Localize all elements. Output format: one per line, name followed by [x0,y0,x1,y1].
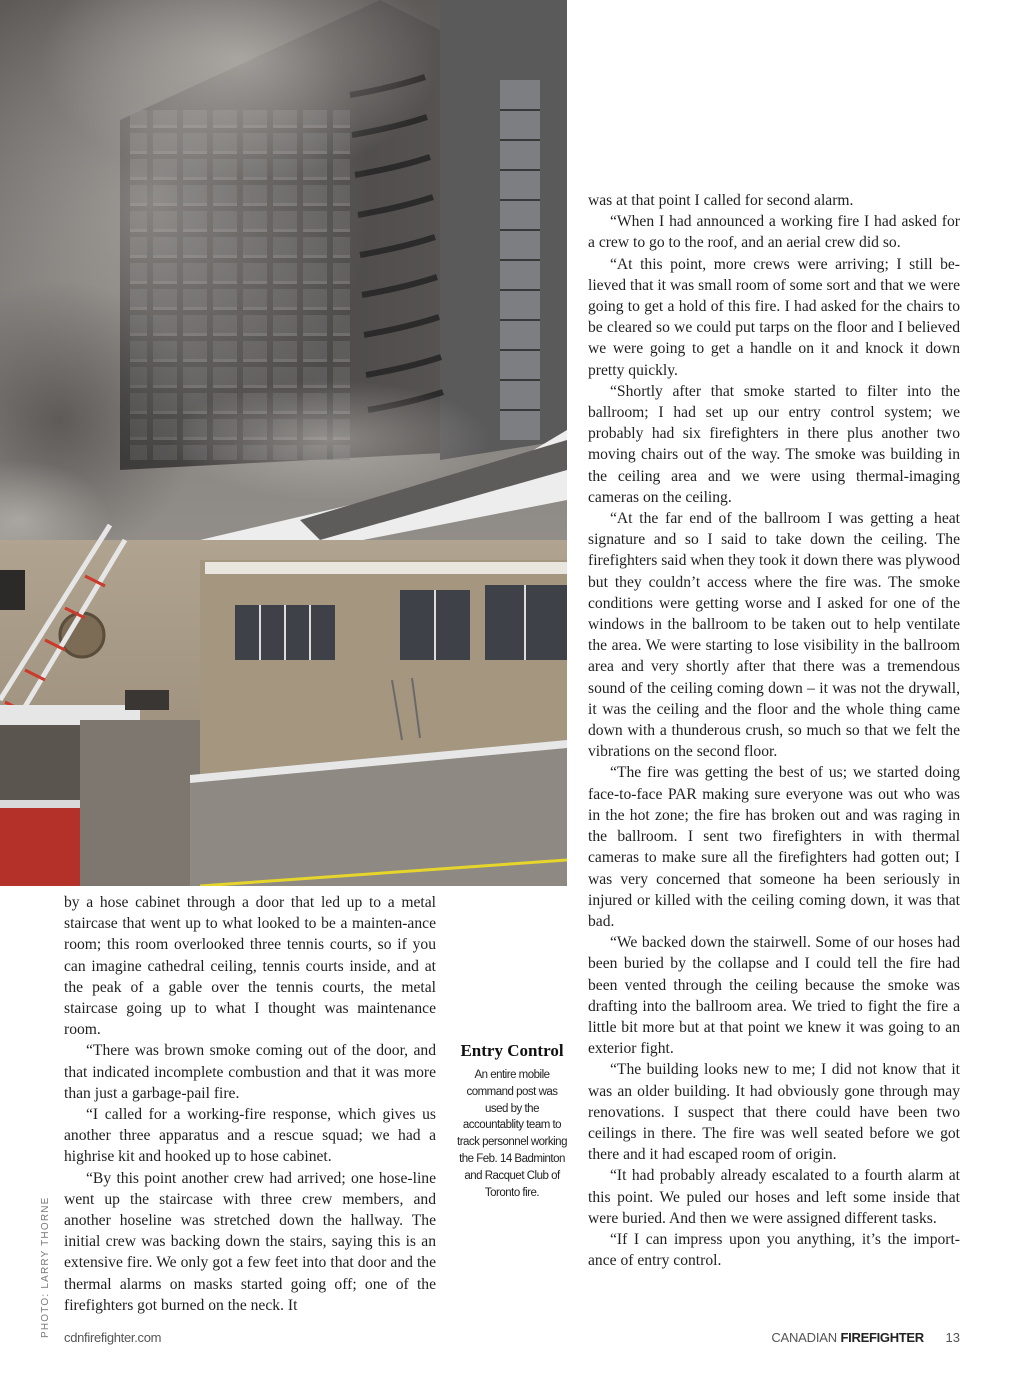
paragraph: by a hose cabinet through a door that led up to a metal staircase that went up to what looked to be a mainten-ance room; this room overlooked three tennis courts, so if you can imagine cathedral ceiling, tennis courts inside, and at the peak of a gable over the tennis courts, the metal staircase going up to what I thought was maintenance room. [64,894,436,1039]
paragraph: was at that point I called for second alarm. [588,192,854,209]
article-left-column [64,892,436,1316]
footer-magazine [771,1330,960,1345]
sidebar-title: Entry Control [460,1041,564,1060]
magazine-name-bold: FIREFIGHTER [840,1330,924,1345]
paragraph: “At the far end of the ballroom I was getting a heat signature and so I said to take down the ceiling. The firefighters said when they took it down there was plywood but they couldn’t access where the fire was. The smoke conditions were getting worse and I asked for one of the windows in the ballroom to be taken out to help ventilate the area. We were starting to lose visibility in the ballroom area and very shortly after that there was a tremendous sound of the ceiling coming down – it was not the drywall, it was the ceiling and the floor and the whole thing came down with a thunderous crush, so much so that we felt the vibrations on the second floor. [588,510,960,761]
paragraph: “When I had announced a working fire I had asked for a crew to go to the roof, and an aerial crew did so. [588,213,960,252]
entry-control-sidebar [456,1040,568,1201]
paragraph: “Shortly after that smoke started to filter into the ballroom; I had set up our entry control system; we probably had six firefighters in there plus another two moving chairs out of the way. The smoke was building in the ceiling area and we were using thermal-imaging cameras on the ceiling. [588,382,960,506]
magazine-name-light: CANADIAN [771,1330,837,1345]
fire-photo-illustration [0,0,567,886]
paragraph: “I called for a working-fire response, which gives us another three apparatus and a rescue squad; we had a highrise kit and hooked up to hose cabinet. [64,1106,436,1166]
paragraph: “At this point, more crews were arriving; I still be-lieved that it was small room of some sort and that we were going to get a hold of this fire. I had asked for the chairs to be cleared so we could put tarps on the floor and I believed we were going to get a handle on it and knock it down pretty quickly. [588,255,960,379]
sidebar-caption: An entire mobile command post was used by the accountablity team to track personnel working the Feb. 14 Badminton and Racquet Club of Toronto fire. [457,1069,567,1199]
paragraph: “The fire was getting the best of us; we started doing face-to-face PAR making sure everyone was out who was in the hot zone; the fire has broken out and was raging in the ballroom. I sent two firefighters in with thermal cameras to make sure all the firefighters had gotten out; I was very concerned that someone ha been seriously in injured or killed with the ceiling coming down, it was that bad. [588,764,960,930]
fire-photo [0,0,567,886]
article-right-column [588,190,960,1271]
paragraph: “If I can impress upon you anything, it’s the import-ance of entry control. [588,1230,960,1270]
paragraph: “The building looks new to me; I did not know that it was an older building. It had obviously gone through may renovations. I suspect that there could have been two ceilings in there. The fire was well seated before we got there and it had escaped room of origin. [588,1061,960,1164]
paragraph: “We backed down the stairwell. Some of our hoses had been buried by the collapse and I could tell the fire had been vented through the ceiling because the smoke was drafting into the ballroom area. We tried to fight the fire a little bit more but at that point we knew it was going to an exterior fight. [588,934,960,1058]
photo-credit: PHOTO: LARRY THORNE [40,1196,51,1338]
page-number: 13 [945,1330,960,1345]
paragraph: “There was brown smoke coming out of the door, and that indicated incomplete combustion and that it was more than just a garbage-pail fire. [64,1042,436,1102]
paragraph: “It had probably already escalated to a fourth alarm at this point. We puled our hoses and left some inside that were buried. And then we were assigned different tasks. [588,1167,960,1227]
footer-website: cdnfirefighter.com [64,1330,162,1345]
paragraph: “By this point another crew had arrived; one hose-line went up the staircase with three crew members, and another hoseline was stretched down the hallway. The initial crew was backing down the stairs, saying this is an extensive fire. We only got a few feet into that door and the thermal alarms on masks started going off; one of the firefighters got burned on the neck. It [64,1169,436,1314]
